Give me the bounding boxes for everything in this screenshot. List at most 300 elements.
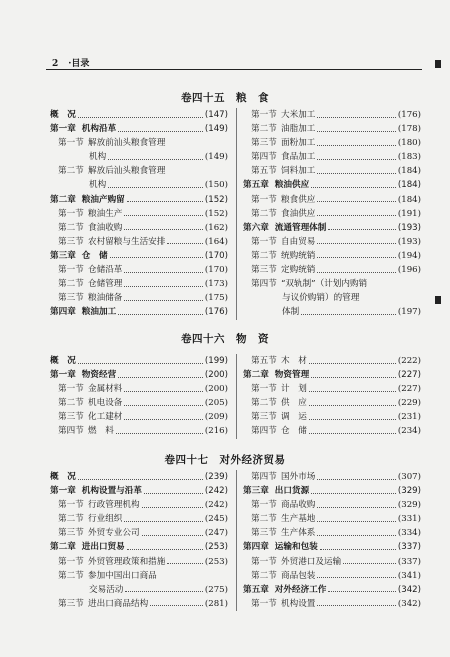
page-header (52, 56, 412, 69)
section-title: 农村留粮与生活安排 (88, 236, 166, 247)
chapter-label: 概 况 (50, 356, 76, 366)
section-title: 解放前汕头粮食管理 (88, 138, 166, 149)
toc-section-entry (50, 526, 228, 540)
toc-chapter-entry (243, 221, 421, 235)
toc-section-entry (243, 396, 421, 410)
section-label: 第四节 (251, 472, 277, 482)
chapter-title: 物资经营 (81, 370, 117, 381)
page-ref: (331) (397, 514, 421, 525)
section-label: 第三节 (251, 528, 277, 539)
section-title-continued: 机构 (89, 180, 107, 191)
header-rule (46, 69, 422, 70)
page-ref: (152) (204, 208, 228, 219)
toc-section-entry (243, 382, 421, 396)
dot-leader (108, 159, 203, 160)
page-ref: (164) (204, 236, 228, 247)
dot-leader (124, 215, 203, 216)
toc-section-entry (243, 354, 421, 368)
dot-leader (144, 493, 203, 494)
toc-chapter-entry (50, 193, 228, 207)
page-ref: (162) (204, 222, 228, 233)
section-title: 仓 储 (281, 426, 307, 437)
dot-leader (125, 591, 203, 592)
section-label: 第三节 (58, 412, 84, 423)
volume-title: 卷四十五 粮 食 (181, 92, 269, 104)
toc-section-entry (243, 150, 421, 164)
section-label: 第二节 (251, 124, 277, 135)
dot-leader (124, 300, 203, 301)
toc-section-entry (50, 424, 228, 438)
toc-section-entry (243, 108, 421, 122)
section-label: 第四节 (58, 426, 84, 437)
toc-column-left (50, 354, 228, 439)
dot-leader (118, 377, 203, 378)
chapter-label: 第二章 (50, 542, 76, 553)
toc-section-entry (243, 498, 421, 512)
page-ref: (170) (204, 250, 228, 261)
page-ref: (147) (204, 110, 228, 120)
page-ref: (205) (204, 398, 228, 409)
dot-leader (78, 479, 203, 480)
toc-chapter-entry (243, 540, 421, 554)
dot-leader (127, 201, 203, 202)
section-label: 第二节 (58, 166, 84, 177)
page-ref: (149) (204, 152, 228, 163)
section-title: 粮油储备 (88, 293, 123, 304)
section-title-continued: 交易活动 (89, 584, 124, 595)
toc-section-entry (50, 498, 228, 512)
page-ref: (275) (204, 584, 228, 595)
section-label: 第一节 (58, 384, 84, 395)
dot-leader (317, 243, 396, 244)
section-title: 商品包装 (281, 570, 316, 581)
section-title: 食油收购 (88, 222, 123, 233)
section-label: 第一节 (251, 110, 277, 120)
dot-leader (343, 563, 396, 564)
dot-leader (317, 131, 396, 132)
section-title: 外贸专业公司 (88, 528, 140, 539)
page-ref: (329) (397, 500, 421, 511)
column-divider (236, 354, 237, 439)
section-title: 金属材料 (88, 384, 123, 395)
page-ref: (337) (397, 542, 421, 553)
dot-leader (317, 479, 396, 480)
dot-leader (116, 433, 203, 434)
section-title: 木 材 (281, 356, 307, 366)
section-title-continued: 与议价购销）的管理 (282, 293, 360, 304)
toc-section-entry (243, 122, 421, 136)
section-label: 第五节 (251, 166, 277, 177)
toc-column-left (50, 470, 228, 611)
dot-leader (167, 243, 203, 244)
page-ref: (342) (397, 598, 421, 609)
section-label: 第一节 (251, 194, 277, 205)
chapter-title: 进出口贸易 (81, 542, 125, 553)
page-ref: (239) (204, 472, 228, 482)
dot-leader (124, 391, 203, 392)
page-number: 2 (52, 59, 59, 69)
section-label: 第一节 (251, 500, 277, 511)
section-label: 第三节 (251, 265, 277, 276)
section-title: 机构设置 (281, 598, 316, 609)
section-label: 第三节 (58, 528, 84, 539)
page-ref: (209) (204, 412, 228, 423)
toc-continuation-line (50, 583, 228, 597)
chapter-label: 第四章 (50, 307, 76, 318)
dot-leader (142, 507, 203, 508)
toc-section-entry (243, 424, 421, 438)
section-label: 第二节 (58, 570, 84, 581)
dot-leader (311, 187, 396, 188)
toc-column-right (243, 470, 421, 611)
chapter-label: 第三章 (243, 486, 269, 497)
dot-leader (317, 159, 396, 160)
page-ref: (253) (204, 542, 228, 553)
dot-leader (78, 363, 203, 364)
section-label: 第二节 (251, 250, 277, 261)
dot-leader (124, 521, 203, 522)
section-label: 第一节 (58, 138, 84, 149)
chapter-title: 机构沿革 (81, 124, 117, 135)
section-title-continued: 体制 (282, 307, 300, 318)
chapter-title: 出口货源 (274, 486, 310, 497)
toc-chapter-entry (50, 354, 228, 368)
page-ref: (245) (204, 514, 228, 525)
section-label: 第一节 (251, 556, 277, 567)
chapter-label: 第一章 (50, 124, 76, 135)
section-label: 第四节 (251, 279, 277, 290)
section-title: 燃 料 (88, 426, 114, 437)
chapter-title: 物资管理 (274, 370, 310, 381)
section-title: 粮食供应 (281, 194, 316, 205)
dot-leader (108, 187, 203, 188)
edge-mark (435, 60, 441, 68)
chapter-title: 粮油加工 (81, 307, 117, 318)
dot-leader (317, 145, 396, 146)
chapter-label: 第五章 (243, 180, 269, 191)
section-label: 第二节 (251, 398, 277, 409)
toc-section-entry (243, 164, 421, 178)
chapter-label: 第一章 (50, 486, 76, 497)
toc-chapter-entry (50, 249, 228, 263)
page-ref: (197) (397, 307, 421, 318)
section-label: 第一节 (251, 384, 277, 395)
page-ref: (193) (397, 236, 421, 247)
chapter-title: 粮油产购留 (81, 194, 125, 205)
section-label: 第一节 (58, 556, 84, 567)
dot-leader (118, 131, 203, 132)
section-label: 第一节 (58, 208, 84, 219)
toc-section-entry (243, 263, 421, 277)
dot-leader (309, 419, 396, 420)
dot-leader (110, 257, 203, 258)
dot-leader (317, 507, 396, 508)
toc-chapter-entry (50, 540, 228, 554)
toc-section-entry (243, 569, 421, 583)
chapter-label: 概 况 (50, 472, 76, 482)
running-head: ·目录 (68, 59, 90, 69)
chapter-title: 对外经济工作 (274, 584, 327, 595)
page-ref: (337) (397, 556, 421, 567)
page-ref: (193) (397, 222, 421, 233)
page-ref: (253) (204, 556, 228, 567)
toc-section-entry (50, 164, 228, 178)
toc-section-entry (50, 277, 228, 291)
chapter-label: 第六章 (243, 222, 269, 233)
toc-section-entry (243, 193, 421, 207)
section-title: 商品收购 (281, 500, 316, 511)
page-ref: (307) (397, 472, 421, 482)
page-ref: (242) (204, 486, 228, 497)
column-divider (236, 108, 237, 320)
dot-leader (317, 577, 396, 578)
section-label: 第二节 (58, 222, 84, 233)
page-ref: (183) (397, 152, 421, 163)
toc-section-entry (243, 136, 421, 150)
section-title: “双轨制”（计划内购销 (281, 279, 368, 290)
section-title: 生产基地 (281, 514, 316, 525)
page-ref: (170) (204, 265, 228, 276)
section-label: 第五节 (251, 356, 277, 366)
dot-leader (317, 605, 396, 606)
section-title-continued: 机构 (89, 152, 107, 163)
dot-leader (311, 377, 396, 378)
toc-section-entry (243, 555, 421, 569)
toc-chapter-entry (50, 122, 228, 136)
dot-leader (309, 405, 396, 406)
toc-chapter-entry (243, 368, 421, 382)
section-title: 调 运 (281, 412, 307, 423)
toc-section-entry (50, 382, 228, 396)
section-label: 第三节 (58, 236, 84, 247)
page-ref: (281) (204, 598, 228, 609)
section-title: 供 应 (281, 398, 307, 409)
toc-continuation-line (243, 291, 421, 305)
dot-leader (309, 363, 396, 364)
section-title: 进出口商品结构 (88, 598, 149, 609)
dot-leader (309, 433, 396, 434)
dot-leader (127, 549, 203, 550)
page-ref: (229) (397, 398, 421, 409)
dot-leader (317, 201, 396, 202)
dot-leader (320, 549, 396, 550)
dot-leader (124, 419, 203, 420)
section-title: 外贸港口及运输 (281, 556, 342, 567)
toc-section-entry (243, 235, 421, 249)
toc-column-right (243, 354, 421, 439)
dot-leader (142, 535, 203, 536)
toc-chapter-entry (50, 484, 228, 498)
toc-section-entry (50, 410, 228, 424)
chapter-title: 仓 储 (81, 250, 108, 261)
chapter-title: 流通管理体制 (274, 222, 327, 233)
toc-section-entry (50, 235, 228, 249)
column-divider (236, 470, 237, 611)
chapter-label: 第四章 (243, 542, 269, 553)
toc-continuation-line (50, 150, 228, 164)
section-title: 计 划 (281, 384, 307, 395)
page-ref: (173) (204, 279, 228, 290)
section-label: 第二节 (58, 398, 84, 409)
toc-section-entry (50, 569, 228, 583)
dot-leader (328, 591, 396, 592)
page-ref: (341) (397, 570, 421, 581)
section-title: 仓储沿革 (88, 265, 123, 276)
toc-section-entry (243, 512, 421, 526)
page-ref: (178) (397, 124, 421, 135)
section-title: 参加中国出口商品 (88, 570, 157, 581)
page-ref: (196) (397, 265, 421, 276)
chapter-label: 第一章 (50, 370, 76, 381)
dot-leader (150, 605, 203, 606)
section-title: 油脂加工 (281, 124, 316, 135)
page-ref: (234) (397, 426, 421, 437)
page-ref: (200) (204, 384, 228, 395)
section-label: 第三节 (58, 293, 84, 304)
toc-chapter-entry (50, 305, 228, 319)
section-label: 第一节 (58, 265, 84, 276)
section-label: 第一节 (58, 500, 84, 511)
toc-chapter-entry (50, 368, 228, 382)
page-ref: (342) (397, 584, 421, 595)
dot-leader (317, 272, 396, 273)
toc-section-entry (50, 555, 228, 569)
page-ref: (176) (397, 110, 421, 120)
toc-section-entry (50, 136, 228, 150)
section-title: 生产体系 (281, 528, 316, 539)
dot-leader (301, 314, 396, 315)
section-label: 第二节 (251, 208, 277, 219)
toc-section-entry (243, 597, 421, 611)
section-title: 仓储管理 (88, 279, 123, 290)
toc-chapter-entry (243, 583, 421, 597)
toc-section-entry (243, 526, 421, 540)
page-ref: (242) (204, 500, 228, 511)
volume-title: 卷四十六 物 资 (181, 333, 269, 345)
page-ref: (184) (397, 180, 421, 191)
chapter-label: 概 况 (50, 110, 76, 120)
dot-leader (317, 117, 396, 118)
dot-leader (328, 229, 396, 230)
page-ref: (231) (397, 412, 421, 423)
toc-section-entry (50, 291, 228, 305)
toc-continuation-line (243, 305, 421, 319)
page-ref: (200) (204, 370, 228, 381)
toc-section-entry (50, 221, 228, 235)
dot-leader (317, 173, 396, 174)
section-label: 第一节 (251, 598, 277, 609)
section-label: 第三节 (251, 138, 277, 149)
section-label: 第二节 (58, 279, 84, 290)
dot-leader (317, 535, 396, 536)
toc-section-entry (243, 470, 421, 484)
section-label: 第一节 (251, 236, 277, 247)
section-title: 行业组织 (88, 514, 123, 525)
page-ref: (194) (397, 250, 421, 261)
page-ref: (227) (397, 370, 421, 381)
chapter-label: 第五章 (243, 584, 269, 595)
toc-section-entry (243, 249, 421, 263)
dot-leader (124, 272, 203, 273)
section-title: 食油供应 (281, 208, 316, 219)
toc-section-entry (243, 277, 421, 291)
dot-leader (167, 563, 203, 564)
page-ref: (191) (397, 208, 421, 219)
toc-continuation-line (50, 178, 228, 192)
toc-section-entry (50, 512, 228, 526)
toc-chapter-entry (243, 178, 421, 192)
section-title: 行政管理机构 (88, 500, 140, 511)
section-title: 解放后汕头粮食管理 (88, 166, 166, 177)
dot-leader (317, 257, 396, 258)
chapter-label: 第三章 (50, 250, 76, 261)
section-label: 第二节 (58, 514, 84, 525)
dot-leader (124, 286, 203, 287)
chapter-title: 机构设置与沿革 (81, 486, 142, 497)
page-ref: (184) (397, 166, 421, 177)
toc-column-right (243, 108, 421, 319)
page-ref: (152) (204, 194, 228, 205)
toc-section-entry (50, 207, 228, 221)
toc-section-entry (50, 396, 228, 410)
page-ref: (216) (204, 426, 228, 437)
chapter-label: 第二章 (50, 194, 76, 205)
dot-leader (78, 117, 203, 118)
page-ref: (175) (204, 293, 228, 304)
section-title: 大米加工 (281, 110, 316, 120)
toc-column-left (50, 108, 228, 319)
edge-mark (435, 296, 441, 304)
page-ref: (176) (204, 307, 228, 318)
section-title: 机电设备 (88, 398, 123, 409)
section-title: 粮油生产 (88, 208, 123, 219)
section-title: 化工建材 (88, 412, 123, 423)
chapter-title: 运输和包装 (274, 542, 318, 553)
page-ref: (329) (397, 486, 421, 497)
dot-leader (118, 314, 203, 315)
toc-chapter-entry (50, 470, 228, 484)
dot-leader (124, 229, 203, 230)
page-ref: (184) (397, 194, 421, 205)
page-ref: (150) (204, 180, 228, 191)
section-title: 面粉加工 (281, 138, 316, 149)
section-label: 第三节 (251, 412, 277, 423)
page-ref: (199) (204, 356, 228, 366)
dot-leader (124, 405, 203, 406)
page-ref: (334) (397, 528, 421, 539)
page-ref: (247) (204, 528, 228, 539)
page-ref: (222) (397, 356, 421, 366)
section-title: 饲料加工 (281, 166, 316, 177)
section-label: 第二节 (251, 570, 277, 581)
dot-leader (317, 215, 396, 216)
toc-section-entry (50, 263, 228, 277)
dot-leader (317, 521, 396, 522)
dot-leader (309, 391, 396, 392)
toc-section-entry (243, 207, 421, 221)
chapter-title: 粮油供应 (274, 180, 310, 191)
section-title: 自由贸易 (281, 236, 316, 247)
toc-section-entry (50, 597, 228, 611)
section-title: 食品加工 (281, 152, 316, 163)
section-title: 定购统销 (281, 265, 316, 276)
toc-chapter-entry (50, 108, 228, 122)
section-title: 统购统销 (281, 250, 316, 261)
page-ref: (149) (204, 124, 228, 135)
section-title: 外贸管理政策和措施 (88, 556, 166, 567)
toc-section-entry (243, 410, 421, 424)
section-label: 第二节 (251, 514, 277, 525)
